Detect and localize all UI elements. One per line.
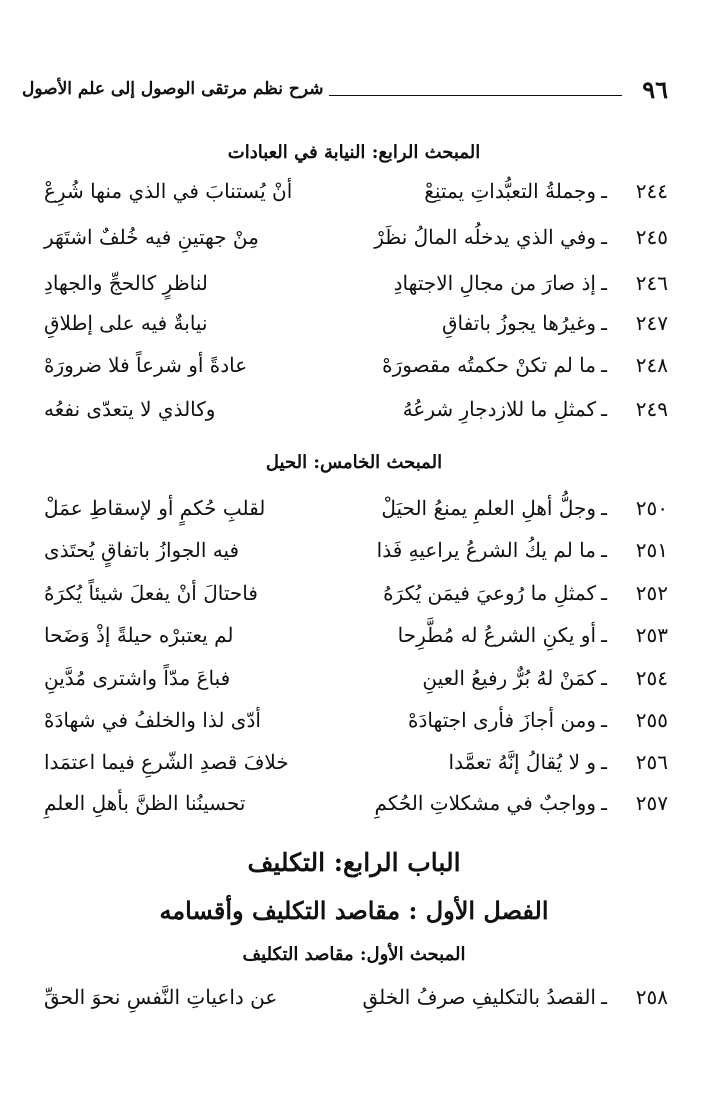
verse-dash: ـ xyxy=(601,397,607,421)
verse-number: ٢٤٥ xyxy=(635,225,668,249)
verse-number: ٢٤٧ xyxy=(635,311,668,335)
verse-second-hemistich: فاحتالَ أنْ يفعلَ شيئاً يُكرَهُ xyxy=(44,581,258,605)
verse-dash: ـ xyxy=(601,581,607,605)
verse-second-hemistich: لناظرٍ كالحجِّ والجهادِ xyxy=(44,271,208,295)
verse-number: ٢٥١ xyxy=(635,538,668,562)
verse-dash: ـ xyxy=(601,538,607,562)
section-heading-5: المبحث الخامس: الحيل xyxy=(265,452,443,473)
verse-dash: ـ xyxy=(601,225,607,249)
verse-first-hemistich: كمثلِ ما للازدجارِ شرعُهُ xyxy=(402,397,596,421)
verse-first-hemistich: وفي الذي يدخلُه المالُ نظَرْ xyxy=(374,225,596,249)
verse-number: ٢٥٣ xyxy=(635,623,668,647)
verse-number: ٢٤٩ xyxy=(635,397,668,421)
verse-258 xyxy=(44,977,668,1017)
verse-second-hemistich: وكالذي لا يتعدّى نفعُه xyxy=(44,397,216,421)
verse-number: ٢٤٤ xyxy=(635,179,668,203)
verse-second-hemistich: عن داعياتِ النَّفسِ نحوَ الحقِّ xyxy=(44,985,278,1009)
verse-first-hemistich: كمَنْ لهُ بُرٌّ رفيعُ العينِ xyxy=(422,666,596,690)
verse-second-hemistich: تحسينُنا الظنَّ بأهلِ العلمِ xyxy=(44,791,246,815)
verse-number: ٢٤٦ xyxy=(635,271,668,295)
verse-first-hemistich: أو يكنِ الشرعُ له مُطَّرِحا xyxy=(397,623,596,647)
chapter-section-heading: الفصل الأول : مقاصد التكليف وأقسامه xyxy=(159,896,549,925)
verse-first-hemistich: وواجبٌ في مشكلاتِ الحُكمِ xyxy=(374,791,596,815)
verse-dash: ـ xyxy=(601,496,607,520)
verse-first-hemistich: و لا يُقالُ إنَّهُ تعمَّدا xyxy=(448,750,596,774)
verse-248 xyxy=(44,345,668,385)
verse-dash: ـ xyxy=(601,750,607,774)
verse-number: ٢٥٤ xyxy=(635,666,668,690)
verse-245 xyxy=(44,217,668,257)
verse-number: ٢٤٨ xyxy=(635,353,668,377)
verse-first-hemistich: القصدُ بالتكليفِ صرفُ الخلقِ xyxy=(362,985,596,1009)
verse-246 xyxy=(44,263,668,303)
section-heading-4: المبحث الرابع: النيابة في العبادات xyxy=(227,142,481,163)
verse-second-hemistich: خلافَ قصدِ الشّرعِ فيما اعتمَدا xyxy=(44,750,289,774)
verse-dash: ـ xyxy=(601,708,607,732)
verse-250 xyxy=(44,488,668,528)
verse-number: ٢٥٦ xyxy=(635,750,668,774)
verse-number: ٢٥٧ xyxy=(635,791,668,815)
verse-first-hemistich: ما لم يكُ الشرعُ يراعيهِ فَذا xyxy=(376,538,596,562)
verse-second-hemistich: فباعَ مدّاً واشترى مُدَّينِ xyxy=(44,666,231,690)
verse-251 xyxy=(44,530,668,570)
verse-first-hemistich: وغيرُها يجوزُ باتفاقِ xyxy=(442,311,596,335)
verse-249 xyxy=(44,389,668,429)
verse-dash: ـ xyxy=(601,353,607,377)
verse-dash: ـ xyxy=(601,985,607,1009)
verse-253 xyxy=(44,615,668,655)
verse-second-hemistich: فيه الجوازُ باتفاقٍ يُحتَذى xyxy=(44,538,240,562)
verse-number: ٢٥٢ xyxy=(635,581,668,605)
verse-dash: ـ xyxy=(601,311,607,335)
verse-number: ٢٥٠ xyxy=(635,496,668,520)
verse-second-hemistich: لقلبِ حُكمٍ أو لإسقاطِ عمَلْ xyxy=(44,496,266,520)
verse-first-hemistich: ومن أجازَ فأرى اجتهادَهْ xyxy=(408,708,596,732)
verse-dash: ـ xyxy=(601,666,607,690)
page-number: ٩٦ xyxy=(642,74,668,104)
verse-first-hemistich: وجملةُ التعبُّداتِ يمتنِعْ xyxy=(424,179,596,203)
verse-dash: ـ xyxy=(601,791,607,815)
header-rule xyxy=(329,95,622,96)
verse-255 xyxy=(44,700,668,740)
verse-second-hemistich: مِنْ جهتينِ فيه خُلفٌ اشتَهَر xyxy=(44,225,259,249)
verse-247 xyxy=(44,303,668,343)
verse-second-hemistich: عادةً أو شرعاً فلا ضرورَهْ xyxy=(44,353,248,377)
verse-first-hemistich: ما لم تكنْ حكمتُه مقصورَهْ xyxy=(382,353,596,377)
chapter-heading: الباب الرابع: التكليف xyxy=(247,848,461,877)
verse-second-hemistich: نيابةٌ فيه على إطلاقِ xyxy=(44,311,208,335)
page-header xyxy=(22,74,668,104)
verse-244 xyxy=(44,171,668,211)
verse-dash: ـ xyxy=(601,623,607,647)
subsection-heading: المبحث الأول: مقاصد التكليف xyxy=(242,944,466,965)
verse-dash: ـ xyxy=(601,179,607,203)
verse-first-hemistich: إذ صارَ من مجالِ الاجتهادِ xyxy=(393,271,596,295)
verse-first-hemistich: كمثلِ ما رُوعيَ فيمَن يُكرَهُ xyxy=(383,581,596,605)
verse-first-hemistich: وجلُّ أهلِ العلمِ يمنعُ الحيَلْ xyxy=(381,496,596,520)
verse-254 xyxy=(44,658,668,698)
verse-second-hemistich: أدّى لذا والخلفُ في شهادَهْ xyxy=(44,708,261,732)
verse-252 xyxy=(44,573,668,613)
verse-256 xyxy=(44,742,668,782)
verse-second-hemistich: أنْ يُستنابَ في الذي منها شُرِعْ xyxy=(44,179,293,203)
running-title: شرح نظم مرتقى الوصول إلى علم الأصول xyxy=(22,79,324,99)
verse-number: ٢٥٨ xyxy=(635,985,668,1009)
verse-second-hemistich: لم يعتبرْه حيلةً إذْ وَضَحا xyxy=(44,623,234,647)
verse-number: ٢٥٥ xyxy=(635,708,668,732)
verse-dash: ـ xyxy=(601,271,607,295)
verse-257 xyxy=(44,783,668,823)
